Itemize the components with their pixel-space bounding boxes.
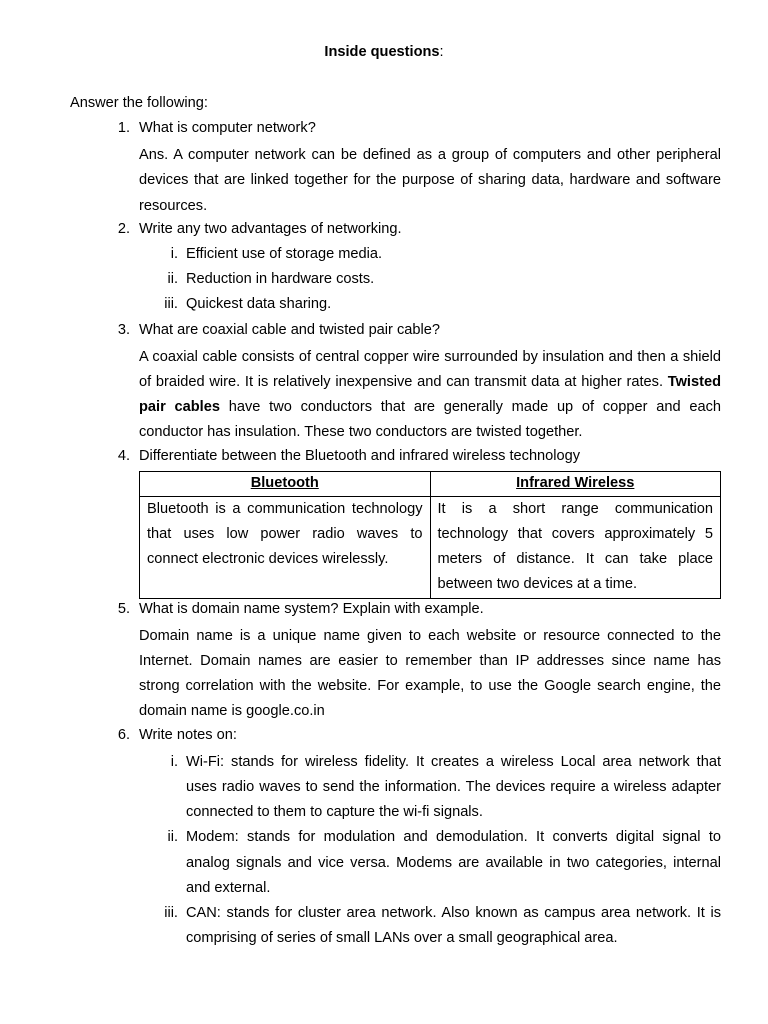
question-number: 4. — [117, 447, 130, 464]
answer-bold-term: Twisted pair cables — [139, 373, 721, 416]
list-item-number: i. — [170, 245, 178, 262]
note-item-text: Wi-Fi: stands for wireless fidelity. It creates a wireless Local area network that uses radio waves to send the information. The devices require a wireless adapter connected to them to capture the wi-fi signals. — [186, 753, 721, 821]
table-row — [140, 496, 721, 598]
note-item — [164, 901, 721, 951]
question-1 — [0, 118, 768, 143]
question-number: 3. — [117, 321, 130, 338]
question-2 — [0, 219, 768, 244]
question-4 — [0, 446, 768, 471]
table-header-bluetooth: Bluetooth — [140, 471, 431, 496]
note-item-number: iii. — [164, 904, 178, 921]
question-text: What is computer network? — [139, 120, 316, 136]
question-3 — [0, 320, 768, 345]
question-text: Differentiate between the Bluetooth and infrared wireless technology — [139, 447, 581, 464]
note-item-text: Modem: stands for modulation and demodulation. It converts digital signal to analog signals and vice versa. Modems are available in two categories, internal and external. — [186, 829, 721, 896]
note-item-text: CAN: stands for cluster area network. Also known as campus area network. It is comprising of series of small LANs over a small geographical area. — [186, 904, 721, 947]
question-6 — [0, 725, 768, 750]
answer-part-coaxial: A coaxial cable consists of central copper wire surrounded by insulation and then a shield of braided wire. It is relatively inexpensive and can transmit data at higher rates. — [139, 348, 721, 390]
question-number: 2. — [117, 220, 130, 237]
list-item — [0, 294, 768, 319]
list-item — [0, 244, 768, 269]
title-text: Inside questions — [324, 44, 440, 60]
questions-list — [0, 118, 768, 951]
question-number: 5. — [117, 600, 130, 617]
question-text: What are coaxial cable and twisted pair cable? — [139, 321, 440, 338]
list-item-text: Quickest data sharing. — [186, 296, 332, 313]
note-item-number: ii. — [167, 829, 178, 846]
question-text: Write notes on: — [139, 726, 237, 743]
comparison-table-wrap — [139, 471, 721, 599]
intro-text: Answer the following: — [70, 95, 208, 111]
answer-part-twisted: have two conductors that are generally made up of copper and each conductor has insulation. These two conductors are twisted together. — [139, 399, 721, 441]
question-text: Write any two advantages of networking. — [139, 220, 402, 237]
table-header-infrared: Infrared Wireless — [430, 471, 721, 496]
answer-5: Domain name is a unique name given to each website or resource connected to the Internet. Domain names are easier to remember than IP addresses since name has strong correlation with the website. For example, to use the Google search engine, the domain name is google.co.in — [139, 627, 721, 720]
note-item-number: i. — [170, 753, 178, 770]
question-5 — [0, 599, 768, 624]
list-item-text: Efficient use of storage media. — [186, 245, 383, 262]
page-title — [0, 42, 768, 62]
note-item — [170, 750, 721, 826]
note-item — [167, 825, 721, 901]
list-item-number: iii. — [164, 296, 178, 313]
table-cell-bluetooth: Bluetooth is a communication technology that uses low power radio waves to connect electronic devices wirelessly. — [140, 496, 431, 598]
list-item-number: ii. — [167, 271, 178, 288]
question-number: 1. — [117, 120, 130, 136]
table-cell-infrared: It is a short range communication technology that covers approximately 5 meters of distance. It can take place between two devices at a time. — [430, 496, 721, 598]
comparison-table — [139, 471, 721, 599]
list-item-text: Reduction in hardware costs. — [186, 271, 375, 288]
answer-1: Ans. A computer network can be defined as a group of computers and other peripheral devices that are linked together for the purpose of sharing data, hardware and software resources. — [139, 147, 721, 214]
answer-3 — [139, 345, 721, 446]
list-item — [0, 269, 768, 294]
question-text: What is domain name system? Explain with example. — [139, 600, 484, 617]
title-colon: : — [439, 44, 444, 60]
question-number: 6. — [117, 726, 130, 743]
table-header-row — [140, 471, 721, 496]
